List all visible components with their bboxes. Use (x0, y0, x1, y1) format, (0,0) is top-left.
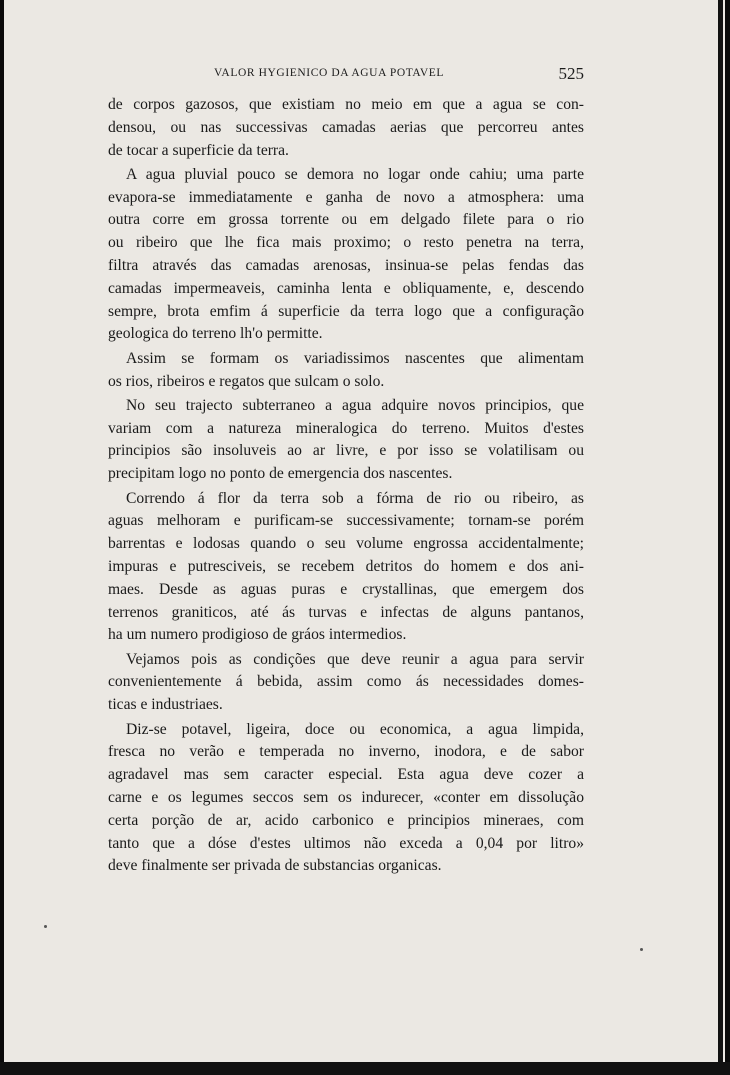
text-line: convenientemente á bebida, assim como ás necessidades domes- (108, 673, 584, 691)
scan-speck (44, 925, 47, 928)
scan-speck (640, 948, 643, 951)
text-line: Correndo á flor da terra sob a fórma de rio ou ribeiro, as (126, 489, 584, 507)
text-line: outra corre em grossa torrente ou em delgado filete para o rio (108, 211, 584, 229)
body-text (108, 94, 584, 880)
text-line: fresca no verão e temperada no inverno, inodora, e de sabor (108, 743, 584, 761)
paragraph (108, 348, 584, 394)
running-header (214, 64, 584, 86)
text-line: ha um numero prodigioso de gráos intermedios. (108, 626, 407, 644)
text-line: Diz-se potavel, ligeira, doce ou economica, a agua limpida, (126, 720, 584, 738)
text-line: deve finalmente ser privada de substancias organicas. (108, 857, 442, 875)
text-line: ou ribeiro que lhe fica mais proximo; o resto penetra na terra, (108, 234, 584, 252)
text-line: barrentas e lodosas quando o seu volume engrossa accidentalmente; (108, 535, 584, 553)
paragraph (108, 395, 584, 486)
scan-edge-right (718, 0, 723, 1075)
text-line: geologica do terreno lh'o permitte. (108, 325, 323, 343)
text-line: carne e os legumes seccos sem os indurecer, «conter em dissolução (108, 788, 584, 806)
text-line: certa porção de ar, acido carbonico e principios mineraes, com (108, 811, 584, 829)
text-line: No seu trajecto subterraneo a agua adquire novos principios, que (126, 396, 584, 414)
text-line: Vejamos pois as condições que deve reunir a agua para servir (126, 650, 584, 668)
text-line: terrenos graniticos, até ás turvas e infectas de alguns pantanos, (108, 603, 584, 621)
text-line: A agua pluvial pouco se demora no logar onde cahiu; uma parte (126, 165, 584, 183)
text-line: principios são insoluveis ao ar livre, e por isso se volatilisam ou (108, 442, 584, 460)
running-title: VALOR HYGIENICO DA AGUA POTAVEL (214, 67, 445, 79)
page-number: 525 (558, 64, 584, 83)
text-line: ticas e industriaes. (108, 696, 223, 714)
text-line: filtra através das camadas arenosas, insinua-se pelas fendas das (108, 257, 584, 275)
text-line: de corpos gazosos, que existiam no meio em que a agua se con- (108, 96, 584, 113)
text-line: Assim se formam os variadissimos nascentes que alimentam (126, 349, 584, 367)
text-line: tanto que a dóse d'estes ultimos não exceda a 0,04 por litro» (108, 834, 584, 852)
text-line: agradavel mas sem caracter especial. Esta agua deve cozer a (108, 766, 584, 784)
text-line: impuras e putresciveis, se recebem detritos do homem e dos ani- (108, 557, 584, 575)
paragraph (108, 94, 584, 162)
text-line: camadas impermeaveis, caminha lenta e obliquamente, e, descendo (108, 279, 584, 297)
text-line: aguas melhoram e purificam-se successivamente; tornam-se porém (108, 512, 584, 530)
text-line: densou, ou nas successivas camadas aerias que percorreu antes (108, 118, 584, 136)
text-line: sempre, brota emfim á superficie da terra logo que a configuração (108, 302, 584, 320)
text-line: de tocar a superficie da terra. (108, 141, 289, 159)
text-line: os rios, ribeiros e regatos que sulcam o solo. (108, 372, 385, 390)
paragraph (108, 164, 584, 346)
paragraph (108, 719, 584, 879)
text-line: precipitam logo no ponto de emergencia dos nascentes. (108, 465, 453, 483)
scan-edge-bottom (0, 1062, 730, 1075)
text-line: variam com a natureza mineralogica do terreno. Muitos d'estes (108, 419, 584, 437)
text-line: maes. Desde as aguas puras e crystallinas, que emergem dos (108, 580, 584, 598)
paragraph (108, 649, 584, 717)
paragraph (108, 488, 584, 648)
text-line: evapora-se immediatamente e ganha de novo a atmosphera: uma (108, 188, 584, 206)
